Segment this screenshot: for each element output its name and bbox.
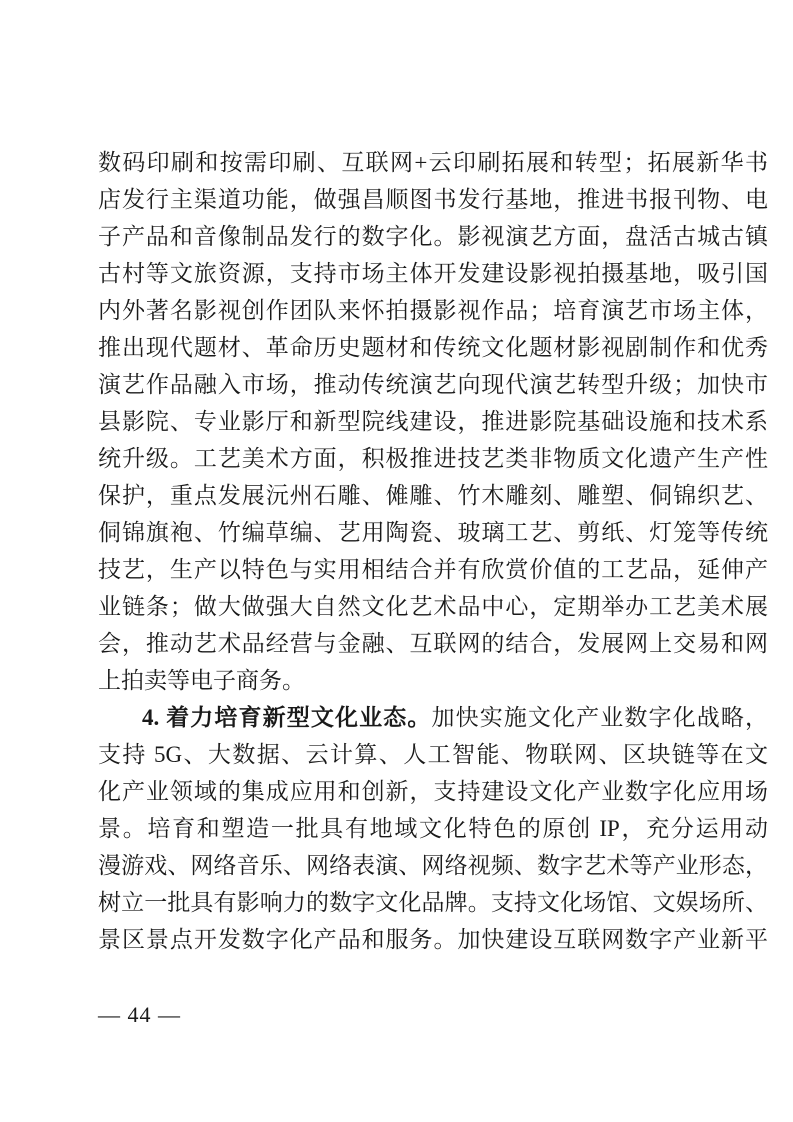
text-line: 数码印刷和按需印刷、互联网+云印刷拓展和转型；拓展新华书 bbox=[98, 150, 768, 175]
text-line: 树立一批具有影响力的数字文化品牌。支持文化场馆、文娱场所、 bbox=[98, 890, 768, 915]
text-line: 会，推动艺术品经营与金融、互联网的结合，发展网上交易和网 bbox=[98, 631, 768, 656]
text-line: 统升级。工艺美术方面，积极推进技艺类非物质文化遗产生产性 bbox=[98, 446, 768, 471]
heading-line bbox=[98, 699, 768, 736]
text-line: 内外著名影视创作团队来怀拍摄影视作品；培育演艺市场主体， bbox=[98, 298, 768, 323]
page-number bbox=[98, 1000, 181, 1030]
text-line: 保护，重点发展沅州石雕、傩雕、竹木雕刻、雕塑、侗锦织艺、 bbox=[98, 483, 768, 508]
page-number-text: — 44 — bbox=[98, 1002, 181, 1027]
text-line: 景区景点开发数字化产品和服务。加快建设互联网数字产业新平 bbox=[98, 927, 768, 952]
text-line: 业链条；做大做强大自然文化艺术品中心，定期举办工艺美术展 bbox=[98, 594, 768, 619]
text-line paragraph-end-line: 上拍卖等电子商务。 bbox=[98, 668, 305, 693]
text-line: 景。培育和塑造一批具有地域文化特色的原创 IP，充分运用动 bbox=[98, 816, 768, 841]
text-line: 演艺作品融入市场，推动传统演艺向现代演艺转型升级；加快市 bbox=[98, 372, 768, 397]
text-line: 技艺，生产以特色与实用相结合并有欣赏价值的工艺品，延伸产 bbox=[98, 557, 768, 582]
text-line: 店发行主渠道功能，做强昌顺图书发行基地，推进书报刊物、电 bbox=[98, 187, 768, 212]
text-line: 县影院、专业影厅和新型院线建设，推进影院基础设施和技术系 bbox=[98, 409, 768, 434]
text-line: 推出现代题材、革命历史题材和传统文化题材影视剧制作和优秀 bbox=[98, 335, 768, 360]
body-text bbox=[98, 144, 768, 958]
text-line: 漫游戏、网络音乐、网络表演、网络视频、数字艺术等产业形态， bbox=[98, 853, 768, 878]
text-line: 古村等文旅资源，支持市场主体开发建设影视拍摄基地，吸引国 bbox=[98, 261, 768, 286]
numbered-run-in-heading: 4. 着力培育新型文化业态。 bbox=[142, 705, 432, 730]
text-line: 子产品和音像制品发行的数字化。影视演艺方面，盘活古城古镇 bbox=[98, 224, 768, 249]
text-line: 支持 5G、大数据、云计算、人工智能、物联网、区块链等在文 bbox=[98, 742, 768, 767]
text-line: 侗锦旗袍、竹编草编、艺用陶瓷、玻璃工艺、剪纸、灯笼等传统 bbox=[98, 520, 768, 545]
text-line: 化产业领域的集成应用和创新，支持建设文化产业数字化应用场 bbox=[98, 779, 768, 804]
heading-line-rest: 加快实施文化产业数字化战略， bbox=[431, 705, 769, 730]
